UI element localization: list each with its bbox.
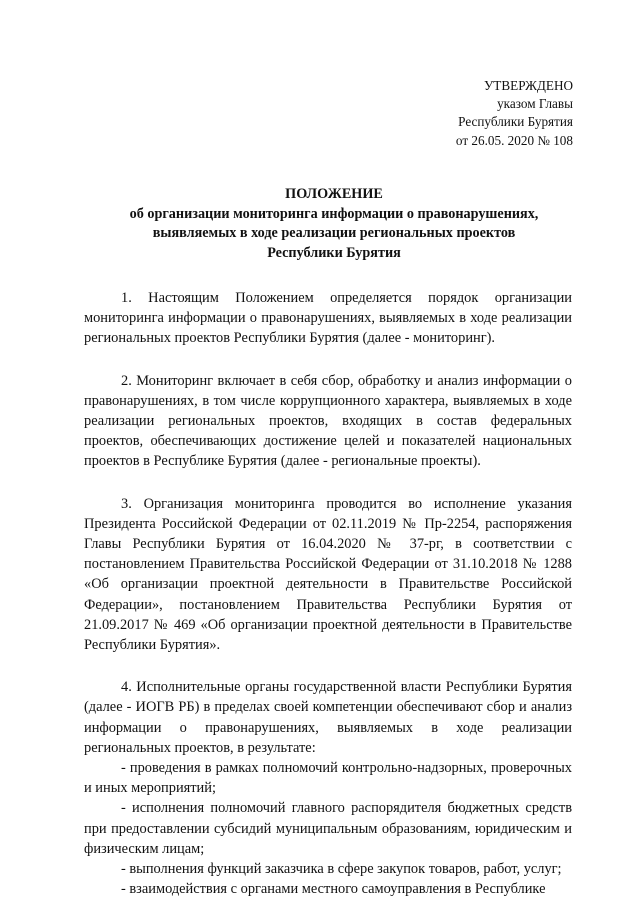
paragraph-3: 3. Организация мониторинга проводится во исполнение указания Президента Российской Федерации от 02.11.2019 № Пр-2254, распоряжения Главы Республики Бурятия от 16.04.2020 № 37-рг, в соответствии с постановлением Правительства Российской Федерации от 31.10.2018 № 1288 «Об организации проектной деятельности в Правительстве Российской Федерации», постановлением Правительства Республики Бурятия от 21.09.2017 № 469 «Об организации проектной деятельности в Правительстве Республики Бурятия».: [84, 495, 572, 654]
approval-stamp: [456, 77, 573, 150]
list-item: - взаимодействия с органами местного самоуправления в Республике: [121, 881, 546, 898]
paragraph-2: 2. Мониторинг включает в себя сбор, обработку и анализ информации о правонарушениях, в том числе коррупционного характера, выявляемых в ходе реализации региональных проектов, входящих в состав федеральных проектов, обеспечивающих достижение целей и показателей национальных проектов в Республике Бурятия (далее - региональные проекты).: [84, 372, 572, 470]
approval-line: от 26.05. 2020 № 108: [455, 132, 573, 148]
title-subtitle-line: выявляемых в ходе реализации региональных проектов: [152, 225, 516, 242]
paragraph-1: 1. Настоящим Положением определяется порядок организации мониторинга информации о правонарушениях, выявляемых в ходе реализации региональных проектов Республики Бурятия (далее - мониторинг).: [84, 290, 572, 347]
title-subtitle-line: об организации мониторинга информации о правонарушениях,: [129, 205, 539, 222]
paragraph-4: 4. Исполнительные органы государственной власти Республики Бурятия (далее - ИОГВ РБ) в пределах своей компетенции обеспечивают сбор и анализ информации о правонарушениях, выявляемых в ходе реализации региональных проектов, в результате:: [84, 679, 572, 756]
approval-line: Республики Бурятия: [458, 114, 573, 130]
document-body: [84, 288, 572, 899]
document-title: [80, 185, 588, 263]
list-item: - проведения в рамках полномочий контрольно-надзорных, проверочных и иных мероприятий;: [84, 760, 572, 797]
title-subtitle-line: Республики Бурятия: [267, 244, 401, 261]
approval-line: указом Главы: [497, 96, 573, 112]
list-item: - выполнения функций заказчика в сфере закупок товаров, работ, услуг;: [121, 861, 562, 878]
list-item: - исполнения полномочий главного распорядителя бюджетных средств при предоставлении субсидий муниципальным образованиям, юридическим и физическим лицам;: [84, 800, 572, 857]
approval-line: УТВЕРЖДЕНО: [483, 78, 573, 93]
title-heading: ПОЛОЖЕНИЕ: [285, 186, 383, 202]
